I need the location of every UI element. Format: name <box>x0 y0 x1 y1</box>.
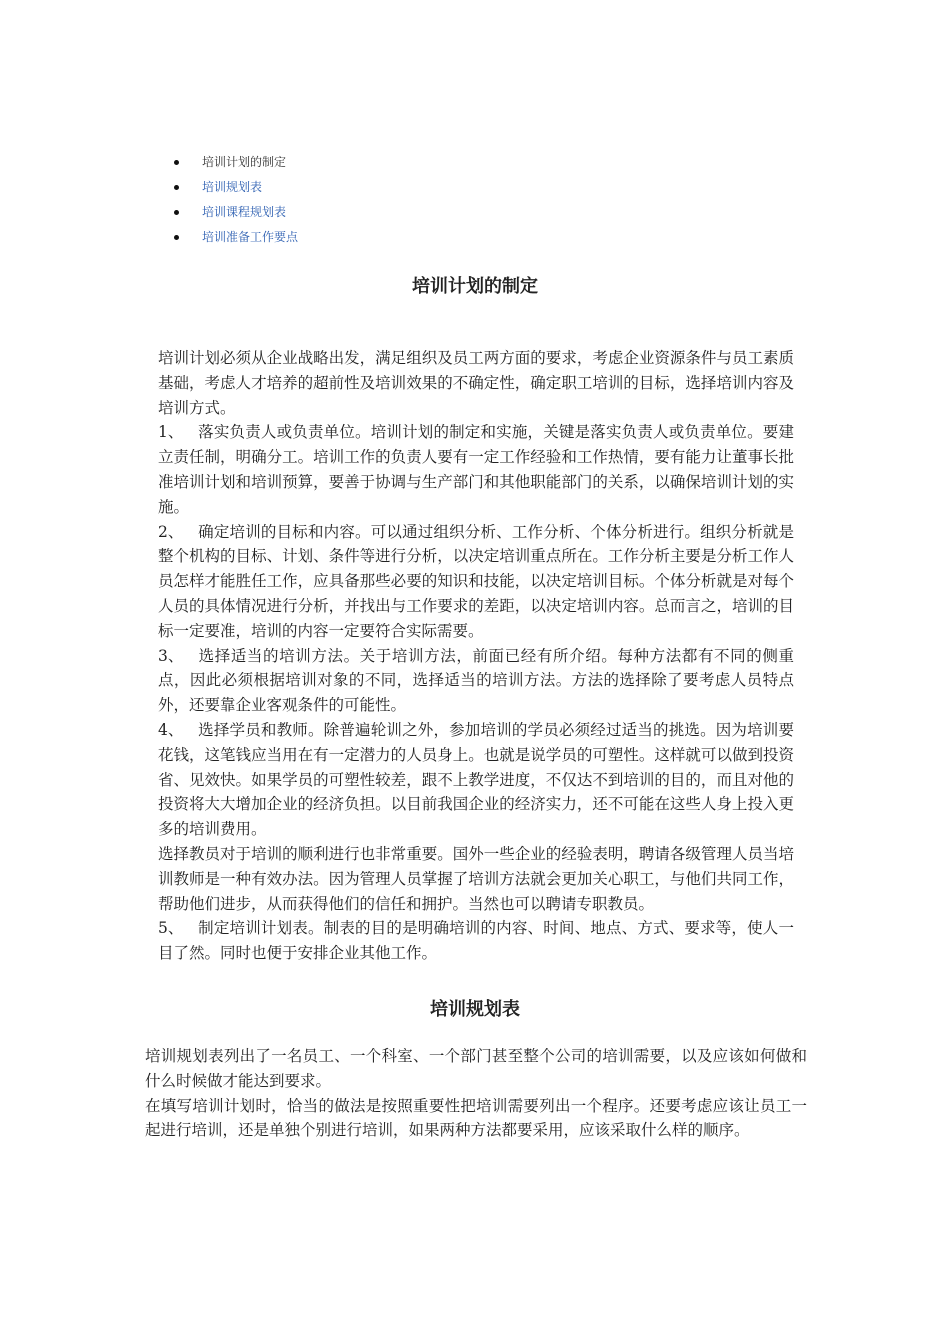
point-text: 制定培训计划表。制表的目的是明确培训的内容、时间、地点、方式、要求等，使人一目了然。同时也便于安排企业其他工作。 <box>158 919 794 963</box>
table-of-contents <box>172 150 298 250</box>
point-2 <box>158 520 794 644</box>
planning-paragraph-2: 在填写培训计划时，恰当的做法是按照重要性把培训需要列出一个程序。还要考虑应该让员工一起进行培训，还是单独个别进行培训，如果两种方法都要采用，应该采取什么样的顺序。 <box>145 1096 807 1140</box>
toc-link-course-table[interactable]: 培训课程规划表 <box>172 200 298 225</box>
section-heading-planning-table: 培训规划表 <box>430 999 520 1020</box>
toc-link-planning-table[interactable]: 培训规划表 <box>172 175 298 200</box>
point-number: 4、 <box>158 720 184 739</box>
point-number: 1、 <box>158 423 184 442</box>
point-text: 确定培训的目标和内容。可以通过组织分析、工作分析、个体分析进行。组织分析就是整个机构的目标、计划、条件等进行分析，以决定培训重点所在。工作分析主要是分析工作人员怎样才能胜任工作，应具备那些必要的知识和技能，以决定培训目标。个体分析就是对每个人员的具体情况进行分析，并找出与工作要求的差距，以决定培训内容。总而言之，培训的目标一定要准，培训的内容一定要符合实际需要。 <box>158 522 794 640</box>
point-text: 选择适当的培训方法。关于培训方法，前面已经有所介绍。每种方法都有不同的侧重点，因此必须根据培训对象的不同，选择适当的培训方法。方法的选择除了要考虑人员特点外，还要靠企业客观条件的可能性。 <box>158 646 794 715</box>
point-number: 3、 <box>158 646 184 665</box>
toc-link-preparation[interactable]: 培训准备工作要点 <box>172 225 298 250</box>
section-heading-plan: 培训计划的制定 <box>412 276 538 297</box>
point-number: 2、 <box>158 522 184 541</box>
point-5 <box>158 916 794 966</box>
point-number: 5、 <box>158 919 184 938</box>
point-3 <box>158 644 794 718</box>
point-4 <box>158 718 794 842</box>
point-1 <box>158 420 794 519</box>
section-plan-body <box>158 346 794 966</box>
point-text: 选择学员和教师。除普遍轮训之外，参加培训的学员必须经过适当的挑选。因为培训要花钱，这笔钱应当用在有一定潜力的人员身上。也就是说学员的可塑性。这样就可以做到投资省、见效快。如果学员的可塑性较差，跟不上教学进度，不仅达不到培训的目的，而且对他的投资将大大增加企业的经济负担。以目前我国企业的经济实力，还不可能在这些人身上投入更多的培训费用。 <box>158 720 794 839</box>
section-planning-table-body <box>145 1044 807 1143</box>
point-text: 落实负责人或负责单位。培训计划的制定和实施，关键是落实负责人或负责单位。要建立责任制，明确分工。培训工作的负责人要有一定工作经验和工作热情，要有能力让董事长批准培训计划和培训预算，要善于协调与生产部门和其他职能部门的关系，以确保培训计划的实施。 <box>158 423 794 516</box>
teacher-paragraph: 选择教员对于培训的顺利进行也非常重要。国外一些企业的经验表明，聘请各级管理人员当培训教师是一种有效办法。因为管理人员掌握了培训方法就会更加关心职工，与他们共同工作，帮助他们进步，从而获得他们的信任和拥护。当然也可以聘请专职教员。 <box>158 844 794 913</box>
intro-paragraph: 培训计划必须从企业战略出发，满足组织及员工两方面的要求，考虑企业资源条件与员工素质基础，考虑人才培养的超前性及培训效果的不确定性，确定职工培训的目标，选择培训内容及培训方式。 <box>158 349 794 417</box>
planning-paragraph-1: 培训规划表列出了一名员工、一个科室、一个部门甚至整个公司的培训需要，以及应该如何做和什么时候做才能达到要求。 <box>145 1047 807 1090</box>
toc-item-plan: 培训计划的制定 <box>172 150 298 175</box>
